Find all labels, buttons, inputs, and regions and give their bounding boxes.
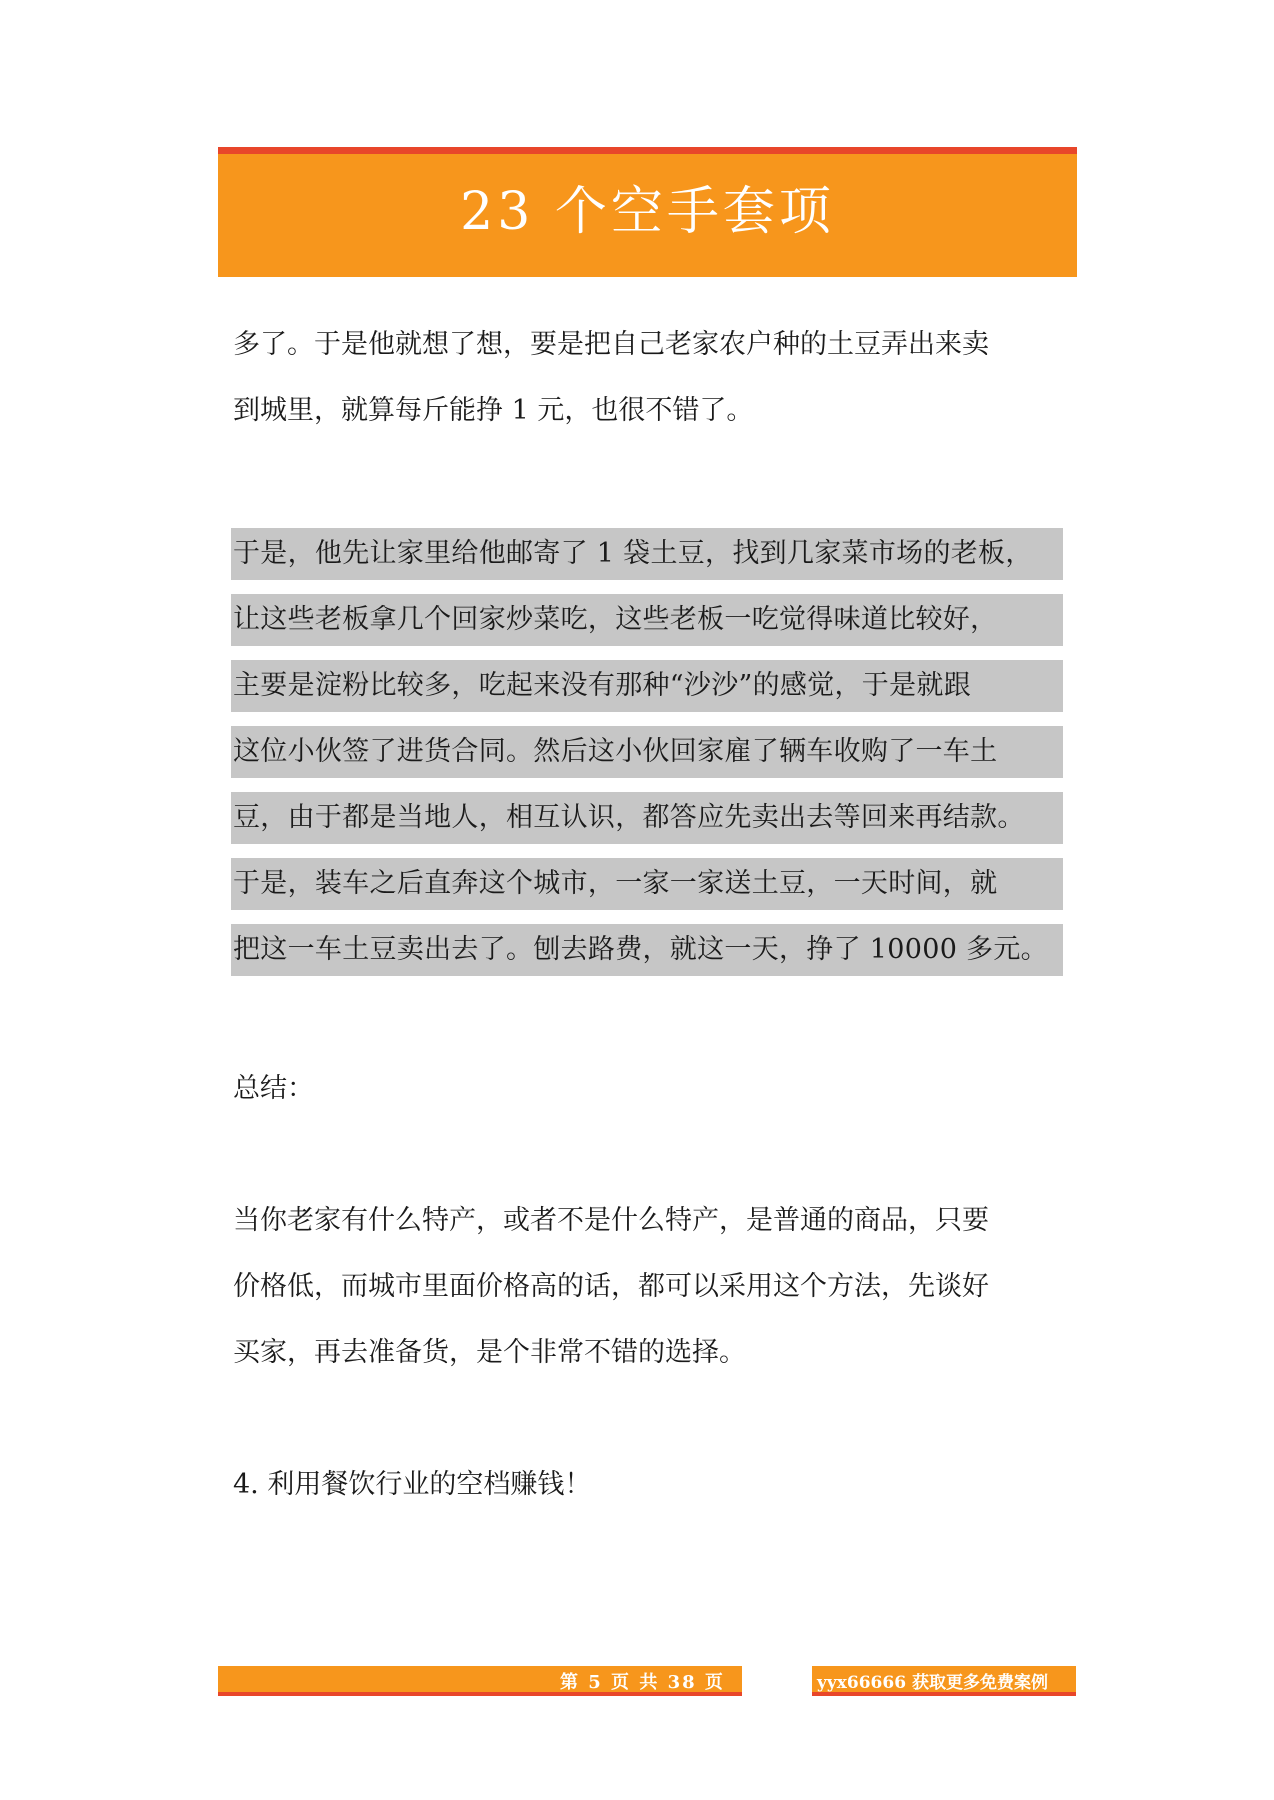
paragraph-line: 到城里，就算每斤能挣 1 元，也很不错了。: [233, 395, 754, 426]
highlighted-line: 主要是淀粉比较多，吃起来没有那种“沙沙”的感觉，于是就跟: [231, 660, 1063, 712]
highlighted-line: 把这一车土豆卖出去了。刨去路费，就这一天，挣了 10000 多元。: [231, 924, 1063, 976]
document-body: [233, 312, 1063, 1518]
spacer: [233, 1122, 1063, 1188]
paragraph-line: 买家，再去准备货，是个非常不错的选择。: [233, 1337, 746, 1368]
paragraph-3: [233, 1188, 1063, 1386]
spacer: [233, 990, 1063, 1056]
highlighted-paragraph: [233, 528, 1063, 976]
spacer: [233, 444, 1063, 510]
paragraph-line: 价格低，而城市里面价格高的话，都可以采用这个方法，先谈好: [233, 1271, 989, 1302]
page-title: 23 个空手套项: [460, 182, 835, 242]
paragraph-line: 多了。于是他就想了想，要是把自己老家农户种的土豆弄出来卖: [233, 329, 989, 360]
section-heading: 4. 利用餐饮行业的空档赚钱！: [233, 1469, 592, 1500]
highlighted-line: 于是，装车之后直奔这个城市，一家一家送土豆，一天时间，就: [231, 858, 1063, 910]
page-indicator: 第 5 页 共 38 页: [560, 1672, 725, 1693]
highlighted-line: 这位小伙签了进货合同。然后这小伙回家雇了辆车收购了一车土: [231, 726, 1063, 778]
highlighted-line: 豆，由于都是当地人，相互认识，都答应先卖出去等回来再结款。: [231, 792, 1063, 844]
promo-text: yyx66666 获取更多免费案例: [817, 1673, 1048, 1693]
paragraph-line: 当你老家有什么特产，或者不是什么特产，是普通的商品，只要: [233, 1205, 989, 1236]
highlighted-line: 让这些老板拿几个回家炒菜吃，这些老板一吃觉得味道比较好，: [231, 594, 1063, 646]
highlighted-line: 于是，他先让家里给他邮寄了 1 袋土豆，找到几家菜市场的老板，: [231, 528, 1063, 580]
footer-promo-bar: [812, 1666, 1076, 1696]
spacer: [233, 1386, 1063, 1452]
footer-page-bar: [218, 1666, 742, 1696]
summary-label: 总结：: [233, 1073, 314, 1104]
paragraph-1: [233, 312, 1063, 444]
header-banner: [218, 147, 1077, 277]
